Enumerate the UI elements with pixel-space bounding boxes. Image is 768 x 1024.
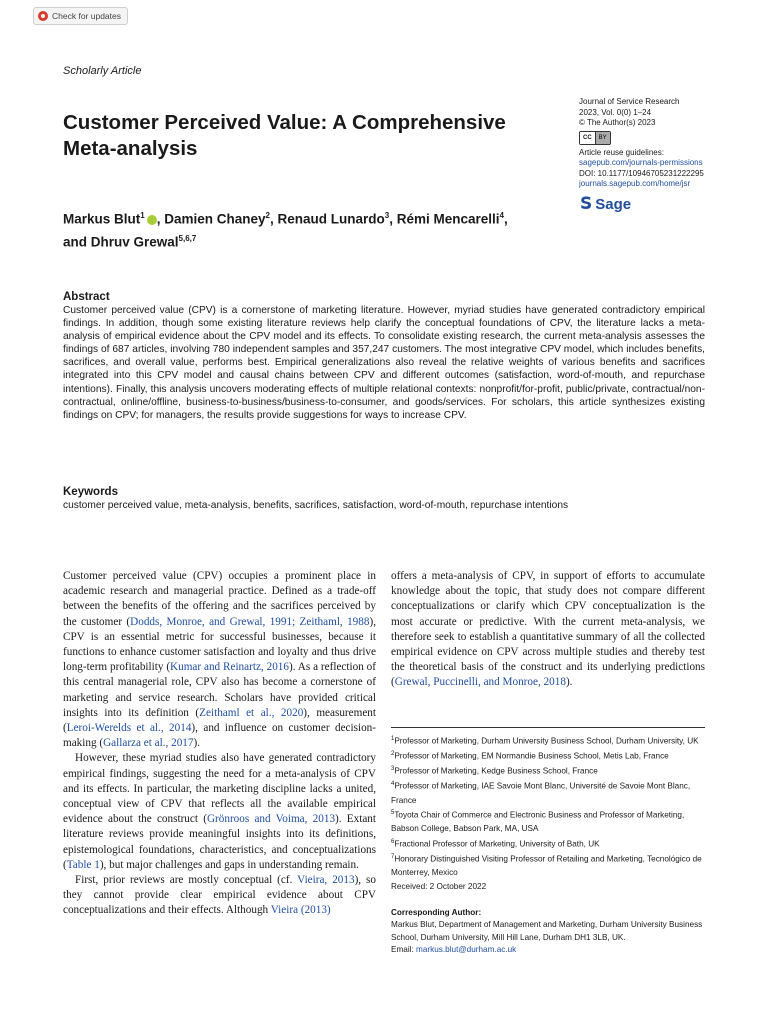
journal-info xyxy=(579,97,749,190)
affiliation-item: $^5$Toyota Chair of Commerce and Electronic Business and Professor of Marketing, Babson College, Babson Park, MA, USA xyxy=(391,809,685,834)
orcid-icon[interactable] xyxy=(147,215,157,225)
footnote-divider xyxy=(391,727,705,728)
body-paragraph xyxy=(63,569,376,751)
doi[interactable]: DOI: 10.1177/10946705231222295 xyxy=(579,168,704,178)
check-for-updates-button[interactable] xyxy=(33,7,128,25)
keywords-heading: Keywords xyxy=(63,486,118,498)
sage-s-icon: 𝗦 xyxy=(580,194,593,213)
author-name[interactable]: Dhruv Grewal xyxy=(90,234,179,249)
reuse-link[interactable]: sagepub.com/journals-permissions xyxy=(579,158,703,167)
body-left-column xyxy=(63,569,376,919)
abstract-text: Customer perceived value (CPV) is a cornerstone of marketing literature. However, myriad studies have generated contradictory empirical findings. In addition, though some existing literature reviews help clarify the conceptual foundations of CPV, the literature lacks a meta-analysis of empirical evidence about the CPV model and its effects. To consolidate existing research, the current meta-analysis assesses the findings of 687 articles, involving 780 independent samples and 357,247 customers. The most integrative CPV model, which includes benefits, sacrifices, and overall value, performs best. Empirical generalizations also reveal the relative weights of various benefits and sacrifices integrated into this CPV model and causal chains between CPV and different outcomes (satisfaction, word-of-mouth, and repurchase intentions). Finally, this analysis uncovers moderating effects of multiple relational contexts: nonprofit/for-profit, public/private, contractual/non-contractual, online/offline, business-to-business/business-to-consumer, and goods/services. For scholars, this article synthesizes existing findings on CPV; for managers, the results provide suggestions for ways to increase CPV. xyxy=(63,305,705,421)
body-text: ), CPV is an essential metric for successful businesses, because it functions to enhance customer satisfaction and loyalty and thus drive long-term profitability ( xyxy=(63,615,376,674)
citation-link[interactable]: Vieira (2013) xyxy=(270,904,331,917)
author-list: Markus Blut$^1$ , Damien Chaney$^2$, Renaud Lunardo$^3$, Rémi Mencarelli$^4$, and Dhruv Grewal$^{5,6,7}$ xyxy=(63,211,508,249)
received-date: Received: 2 October 2022 xyxy=(391,882,487,891)
abstract-section xyxy=(63,290,705,422)
journal-name: Journal of Service Research xyxy=(579,97,680,106)
affiliation-item: $^1$Professor of Marketing, Durham University Business School, Durham University, UK xyxy=(391,736,699,746)
journal-link[interactable]: journals.sagepub.com/home/jsr xyxy=(579,179,691,188)
journal-issue: 2023, Vol. 0(0) 1–24 xyxy=(579,107,652,117)
affiliations xyxy=(391,733,705,879)
article-type: Scholarly Article xyxy=(63,65,142,77)
body-text: However, these myriad studies also have generated contradictory empirical findings, suggesting the need for a meta-analysis of CPV and its effects. In particular, the marketing discipline lacks a united, conceptual view of CPV that reflects all the available empirical evidence about the construct ( xyxy=(63,752,376,826)
keywords-section xyxy=(63,485,705,512)
sage-logo xyxy=(580,194,631,214)
body-text: ), but major challenges and gaps in understanding remain. xyxy=(99,858,359,871)
citation-link[interactable]: Table 1 xyxy=(66,858,100,871)
citation-link[interactable]: Dodds, Monroe, and Grewal, 1991; Zeithaml, 1988 xyxy=(130,615,370,628)
corresponding-text: Markus Blut, Department of Management and Marketing, Durham University Business School, Durham University, Mill Hill Lane, Durham DH1 3LB, UK. xyxy=(391,920,703,942)
body-text: ). As a reflection of this central managerial role, CPV also has become a cornerstone of marketing and service research. Scholars have provided critical insights into its definition ( xyxy=(63,661,376,719)
body-text: ). Extant literature reviews provide meaningful insights into its definitions, epistemological foundations, characteristics, and conceptualizations ( xyxy=(63,813,377,871)
affiliation-item: $^7$Honorary Distinguished Visiting Professor of Retailing and Marketing, Tecnológico de Monterrey, Mexico xyxy=(391,853,702,877)
body-paragraph xyxy=(63,751,376,873)
body-text: ), measurement ( xyxy=(63,706,376,735)
body-text: Customer perceived value (CPV) occupies a prominent place in academic research and managerial practice. Defined as a trade-off between the benefits of the offering and the sacrifices perceived by the customer ( xyxy=(63,570,376,628)
body-right-column xyxy=(391,569,705,691)
citation-link[interactable]: Grewal, Puccinelli, and Monroe, 2018 xyxy=(394,676,566,689)
body-text: ). xyxy=(565,676,573,689)
crossmark-icon xyxy=(38,11,48,21)
corresponding-author xyxy=(391,907,705,957)
keywords-text: customer perceived value, meta-analysis, benefits, sacrifices, satisfaction, word-of-mouth, repurchase intentions xyxy=(63,500,569,511)
body-paragraph xyxy=(63,873,376,919)
body-text: ), and influence on customer decision-making ( xyxy=(63,722,376,750)
paper-title: Customer Perceived Value: A Comprehensive Meta-analysis xyxy=(63,111,506,160)
citation-link[interactable]: Gallarza et al., 2017 xyxy=(103,737,194,750)
citation-link[interactable]: Vieira, 2013 xyxy=(297,874,355,887)
body-paragraph xyxy=(391,569,705,691)
citation-link[interactable]: Grönroos and Voima, 2013 xyxy=(206,813,336,826)
abstract-heading: Abstract xyxy=(63,291,110,303)
publisher-name: Sage xyxy=(595,195,632,213)
email-link[interactable]: markus.blut@durham.ac.uk xyxy=(416,945,517,955)
author-name[interactable]: Rémi Mencarelli xyxy=(396,211,500,227)
body-text: First, prior reviews are mostly conceptual (cf. xyxy=(75,874,298,887)
author-name[interactable]: Renaud Lunardo xyxy=(277,211,385,227)
corresponding-heading: Corresponding Author: xyxy=(391,908,482,917)
affiliation-item: $^6$Fractional Professor of Marketing, University of Bath, UK xyxy=(391,838,600,849)
email-label: Email: xyxy=(391,945,417,955)
cc-license-icon[interactable]: CC BY xyxy=(579,131,611,145)
author-name[interactable]: Markus Blut xyxy=(63,211,141,227)
citation-link[interactable]: Zeithaml et al., 2020 xyxy=(199,706,304,719)
reuse-label: Article reuse guidelines: xyxy=(579,147,664,157)
body-text: ), so they cannot provide clear empirical evidence about CPV conceptualizations and their effects. Although xyxy=(63,874,377,917)
citation-link[interactable]: Kumar and Reinartz, 2016 xyxy=(170,661,289,674)
journal-copyright: © The Author(s) 2023 xyxy=(579,118,656,127)
citation-link[interactable]: Leroi-Werelds et al., 2014 xyxy=(66,722,192,735)
affiliation-item: $^3$Professor of Marketing, Kedge Business School, France xyxy=(391,766,598,777)
body-text: offers a meta-analysis of CPV, in support of efforts to accumulate knowledge about the topic, that study does not compare different conceptualizations or clarify which CPV conceptualization is the most accurate or predictive. With the current meta-analysis, we therefore seek to establish a quantitative summary of all the collected empirical evidence on CPV across multiple studies and thereby test the theoretical basis of the construct and its underlying predictions ( xyxy=(391,570,705,689)
check-for-updates-label: Check for updates xyxy=(52,11,121,21)
affiliation-item: $^2$Professor of Marketing, EM Normandie Business School, Metis Lab, France xyxy=(391,751,669,761)
affiliation-item: $^4$Professor of Marketing, IAE Savoie Mont Blanc, Université de Savoie Mont Blanc, France xyxy=(391,781,691,805)
body-text: ). xyxy=(193,737,201,750)
author-name[interactable]: Damien Chaney xyxy=(164,211,266,227)
